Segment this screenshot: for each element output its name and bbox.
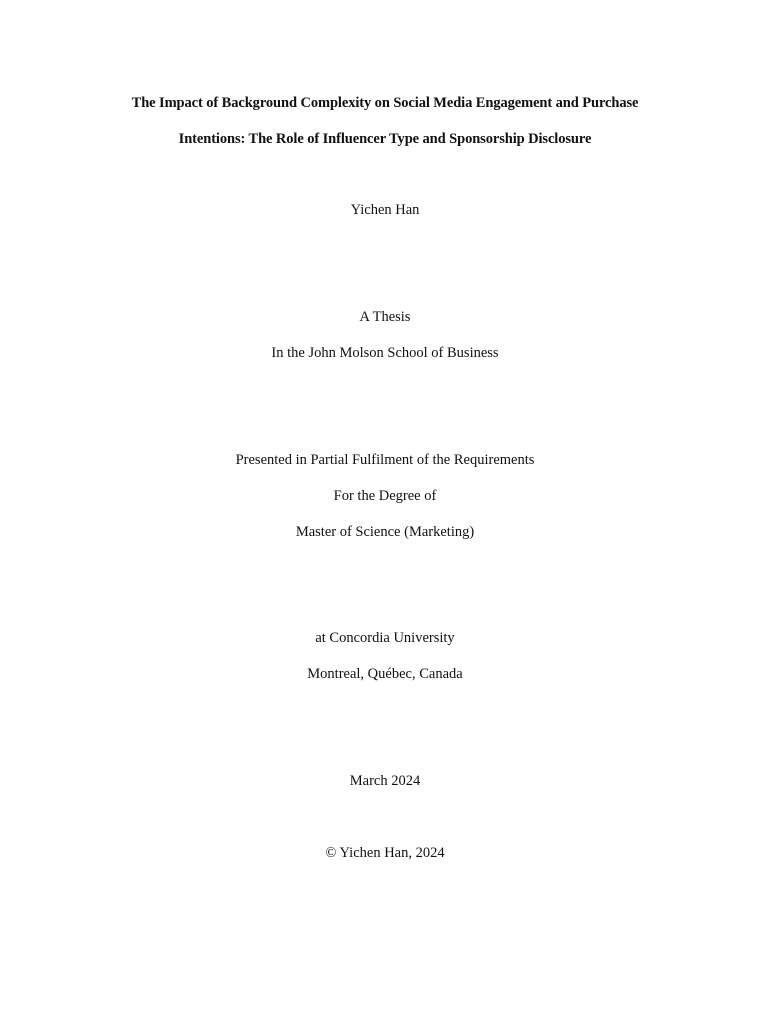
requirements-statement: Presented in Partial Fulfilment of the Requirements xyxy=(235,452,535,468)
thesis-label: A Thesis xyxy=(359,309,411,325)
thesis-title-line-1: The Impact of Background Complexity on Social Media Engagement and Purchase xyxy=(131,95,639,111)
degree-intro: For the Degree of xyxy=(333,488,437,504)
author-name: Yichen Han xyxy=(350,202,420,218)
copyright-notice: © Yichen Han, 2024 xyxy=(325,845,445,861)
university-location: Montreal, Québec, Canada xyxy=(307,666,463,682)
school-name: In the John Molson School of Business xyxy=(271,345,499,361)
thesis-title-line-2: Intentions: The Role of Influencer Type and Sponsorship Disclosure xyxy=(178,131,592,147)
degree-name: Master of Science (Marketing) xyxy=(295,524,475,540)
university-name: at Concordia University xyxy=(315,630,455,646)
submission-date: March 2024 xyxy=(349,773,421,789)
